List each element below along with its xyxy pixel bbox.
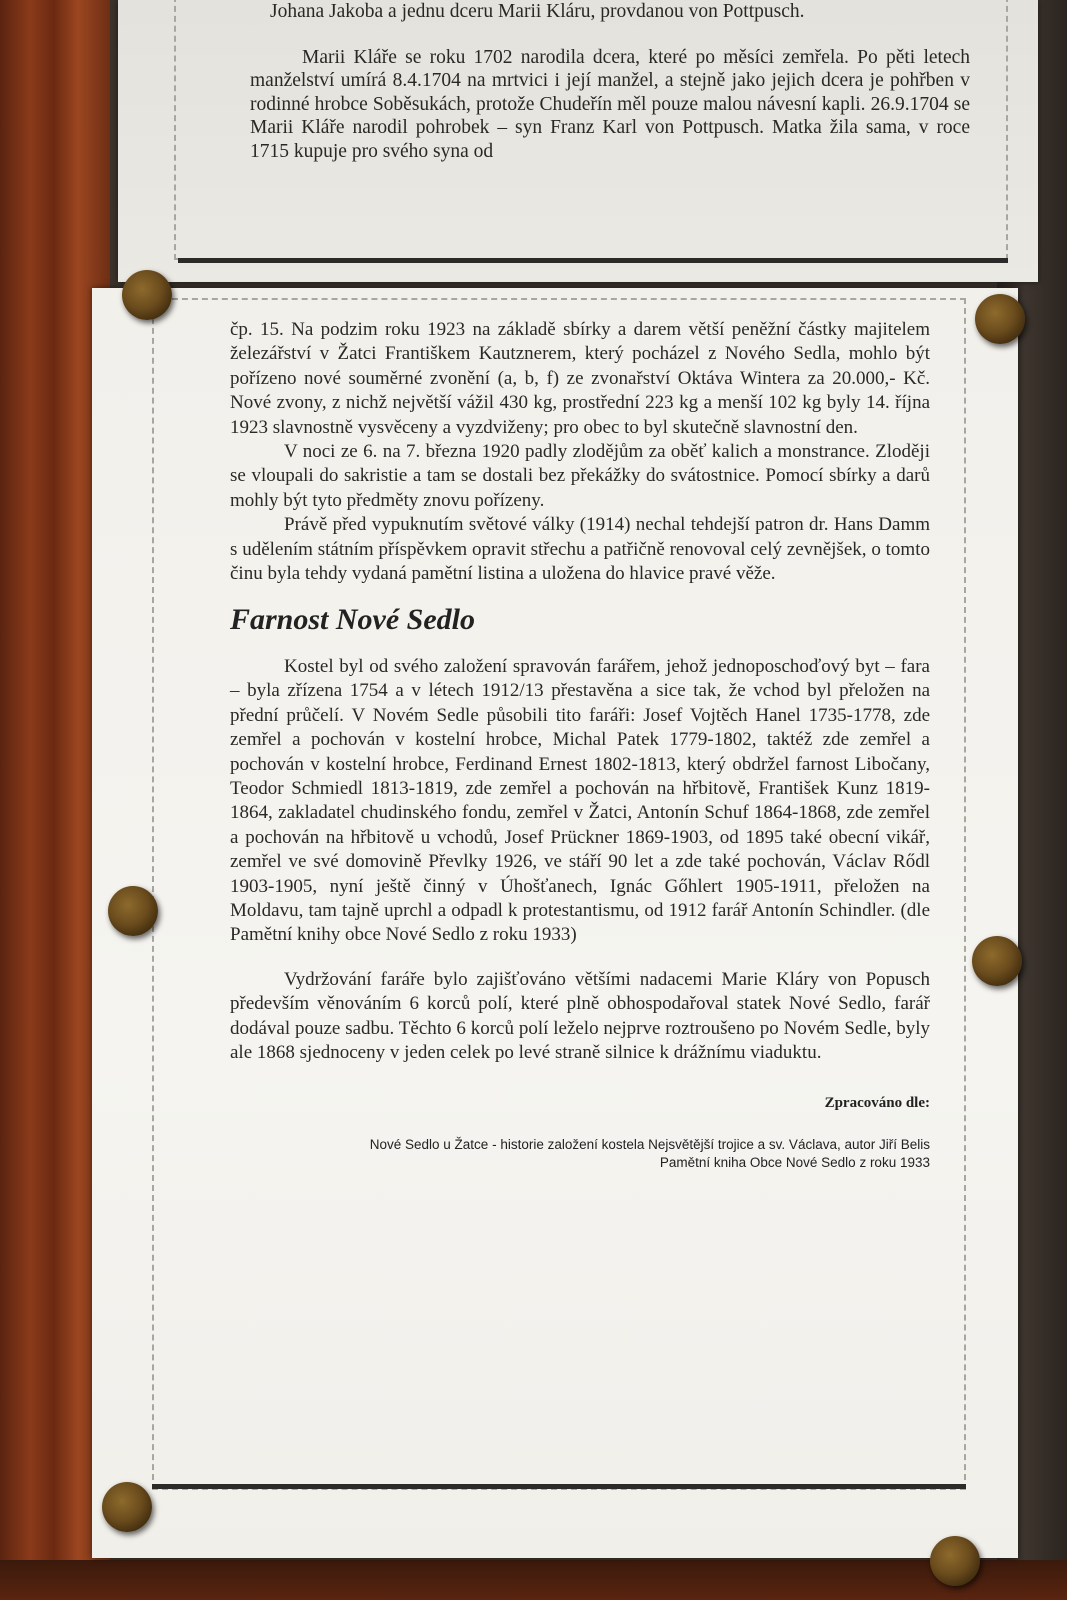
top-paper-sheet: [118, 0, 1038, 282]
top-line: Johana Jakoba a jednu dceru Marii Kláru, provdanou von Pottpusch.: [270, 1, 805, 22]
main-paper-sheet: [92, 288, 1018, 1558]
main-text-block: [230, 318, 930, 1172]
paragraph-bells: čp. 15. Na podzim roku 1923 na základě sbírky a darem větší peněžní částky majitelem železářství v Žatci Františkem Kautznerem, který pocházel z Nového Sedla, mohlo být pořízeno nové souměrné zvonění (a, b, f) ze zvonařství Oktáva Wintera za 20.000,- Kč. Nové zvony, z nichž největší vážil 430 kg, prostřední 223 kg a menší 102 kg byly 14. října 1923 slavnostně vysvěceny a vyzdviženy; pro obec to byl skutečně slavnostní den.: [230, 319, 930, 438]
pushpin-icon: [975, 294, 1025, 344]
paragraph-renovation: Právě před vypuknutím světové války (1914) nechal tehdejší patron dr. Hans Damm s udělením státním příspěvkem opravit střechu a patřičně renovoval celý zevnějšek, o tomto činu byla tehdy vydaná pamětní listina a uložena do hlavice pravé věže.: [230, 514, 930, 585]
pushpin-icon: [102, 1482, 152, 1532]
top-paragraph: Marii Kláře se roku 1702 narodila dcera, které po měsíci zemřela. Po pěti letech manželství umírá 8.4.1704 na mrtvici i její manžel, a stejně jako jejich dcera je pohřben v rodinné hrobce Soběsukách, protože Chudeřín měl pouze malou návesní kapli. 26.9.1704 se Marii Kláře narodil pohrobek – syn Franz Karl von Pottpusch. Matka žila sama, v roce 1715 kupuje pro svého syna od: [250, 46, 970, 162]
paragraph-parish: Kostel byl od svého založení spravován farářem, jehož jednoposchoďový byt – fara – byla zřízena 1754 a v létech 1912/13 přestavěna a sice tak, že vchod byl přeložen na přední průčelí. V Novém Sedle působili tito faráři: Josef Vojtěch Hanel 1735-1778, zde zemřel a pochován v kostelní hrobce, Michal Patek 1779-1802, taktéž zde zemřel a pochován v kostelní hrobce, Ferdinand Ernest 1802-1813, který obdržel farnost Libočany, Teodor Schmiedl 1813-1819, zde zemřel a pochován na hřbitově, František Kunz 1819-1864, zakladatel chudinského fondu, zemřel v Žatci, Antonín Schuf 1864-1868, zde zemřel a pochován na hřbitově u vchodů, Josef Prückner 1869-1903, od 1895 také obecní vikář, zemřel ve své domovině Převlky 1926, ve stáří 90 let a zde také pochován, Václav Rődl 1903-1905, nyní ještě činný v Úhošťanech, Ignác Gőhlert 1905-1911, přeložen na Moldavu, tam tajně uprchl a odpadl k protestantismu, od 1912 farář Antonín Schindler. (dle Pamětní knihy obce Nové Sedlo z roku 1933): [230, 655, 930, 946]
paragraph-theft: V noci ze 6. na 7. března 1920 padly zlodějům za oběť kalich a monstrance. Zloději se vloupali do sakristie a tam se dostali bez překážky do svátostnice. Pomocí sbírky a darů mohly být tyto předměty znovu pořízeny.: [230, 441, 930, 511]
sources-list: [230, 1136, 930, 1172]
pushpin-icon: [930, 1536, 980, 1586]
pushpin-icon: [122, 270, 172, 320]
bottom-divider-line: [152, 1484, 966, 1489]
source-item: Nové Sedlo u Žatce - historie založení kostela Nejsvětější trojice a sv. Václava, autor Jiří Belis: [369, 1136, 930, 1152]
pushpin-icon: [972, 936, 1022, 986]
wooden-frame-bottom: [0, 1560, 1067, 1600]
divider-line: [178, 258, 1008, 263]
top-text-block: [250, 0, 970, 163]
source-item: Pamětní kniha Obce Nové Sedlo z roku 1933: [659, 1154, 930, 1170]
sources-title: Zpracováno dle:: [824, 1095, 930, 1112]
section-heading: Farnost Nové Sedlo: [230, 603, 476, 637]
paragraph-maintenance: Vydržování faráře bylo zajišťováno většími nadacemi Marie Kláry von Popusch především věnováním 6 korců polí, které plně obhospodařoval statek Nové Sedlo, farář dodával pouze sadbu. Těchto 6 korců polí leželo nejprve roztroušeno po Novém Sedle, byly ale 1868 sjednoceny v jeden celek po levé straně silnice k drážnímu viaduktu.: [230, 968, 930, 1063]
pushpin-icon: [108, 886, 158, 936]
